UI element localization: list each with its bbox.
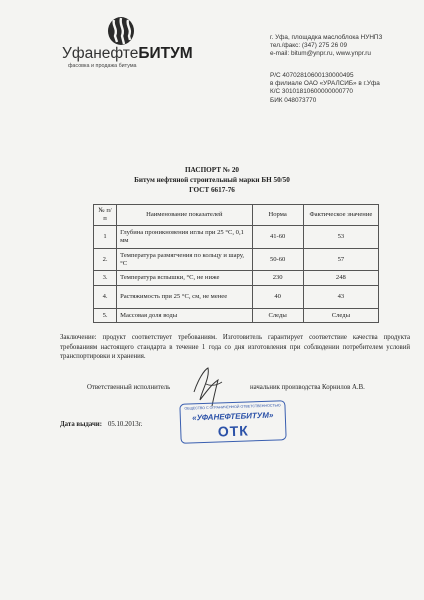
corr-account: К/С 30101810600000000770 xyxy=(270,88,353,96)
cell-actual: 53 xyxy=(303,226,378,249)
ufaneftebitum-logo-icon xyxy=(106,14,136,46)
email-line: e-mail: bitum@ynpr.ru, www.ynpr.ru xyxy=(270,50,371,58)
header-no: № п/п xyxy=(94,205,117,226)
cell-no: 3. xyxy=(94,271,117,286)
cell-name: Температура вспышки, °С, не ниже xyxy=(117,271,252,286)
cell-no: 2. xyxy=(94,249,117,271)
parameters-table xyxy=(93,204,379,323)
chief-label: начальник производства Корнилов А.В. xyxy=(250,384,365,391)
address-line: г. Уфа, площадка маслоблока НУНПЗ xyxy=(270,34,383,41)
document-title: ПАСПОРТ № 20 xyxy=(184,166,240,174)
table-header-row xyxy=(94,205,379,226)
table-row xyxy=(94,286,379,309)
header-actual: Фактическое значение xyxy=(303,205,378,226)
brand-name: УфанефтеБИТУМ xyxy=(62,45,193,62)
cell-norm: 41-60 xyxy=(252,226,303,249)
issue-date: 05.10.2013г. xyxy=(108,421,143,428)
cell-no: 4. xyxy=(94,286,117,309)
cell-actual: Следы xyxy=(303,309,378,323)
bank-account: Р/С 40702810600130000495 xyxy=(270,72,354,79)
document-subtitle: Битум нефтяной строительный марки БН 50/50 xyxy=(134,176,290,184)
cell-norm: 230 xyxy=(252,271,303,286)
cell-actual: 248 xyxy=(303,271,378,286)
cell-name: Растяжимость при 25 °С, см, не менее xyxy=(117,286,252,309)
responsible-label: Ответственный исполнитель xyxy=(87,384,171,391)
table-row xyxy=(94,249,379,271)
cell-no: 1 xyxy=(94,226,117,249)
cell-norm: 40 xyxy=(252,286,303,309)
cell-norm: Следы xyxy=(252,309,303,323)
table-row xyxy=(94,271,379,286)
cell-norm: 50-60 xyxy=(252,249,303,271)
table-row xyxy=(94,309,379,323)
phone-line: тел./факс: (347) 275 26 09 xyxy=(270,42,348,50)
otk-stamp xyxy=(179,400,286,444)
cell-no: 5. xyxy=(94,309,117,323)
stamp-org-type: ОБЩЕСТВО С ОГРАНИЧЕННОЙ ОТВЕТСТВЕННОСТЬЮ xyxy=(184,403,281,411)
bank-details xyxy=(270,72,380,105)
cell-name: Глубина проникновения иглы при 25 °С, 0,1 мм xyxy=(117,226,252,249)
bik: БИК 048073770 xyxy=(270,96,317,104)
cell-name: Массовая доля воды xyxy=(117,309,252,323)
cell-actual: 57 xyxy=(303,249,378,271)
bank-branch: в филиале ОАО «УРАЛСИБ» в г.Уфа xyxy=(270,80,380,88)
issue-date-label: Дата выдачи: xyxy=(60,421,102,428)
table-row xyxy=(94,226,379,249)
header-name: Наименование показателей xyxy=(117,205,252,226)
company-address xyxy=(270,34,382,59)
brand-tagline: фасовка и продажа битума xyxy=(68,63,137,69)
header-norm: Норма xyxy=(252,205,303,226)
document-standard: ГОСТ 6617-76 xyxy=(189,186,235,194)
stamp-company: «УФАНЕФТЕБИТУМ» xyxy=(192,410,274,423)
conclusion-text: Заключение: продукт соответствует требованиям. Изготовитель гарантирует соответствие качества продукта требованиям настоящего стандарта в течение 1 года со дня изготовления при соблюдении потребителем условий транспортировки и хранения. xyxy=(60,334,410,361)
stamp-department: ОТК xyxy=(217,422,250,440)
cell-name: Температура размягчения по кольцу и шару, °С xyxy=(117,249,252,271)
cell-actual: 43 xyxy=(303,286,378,309)
